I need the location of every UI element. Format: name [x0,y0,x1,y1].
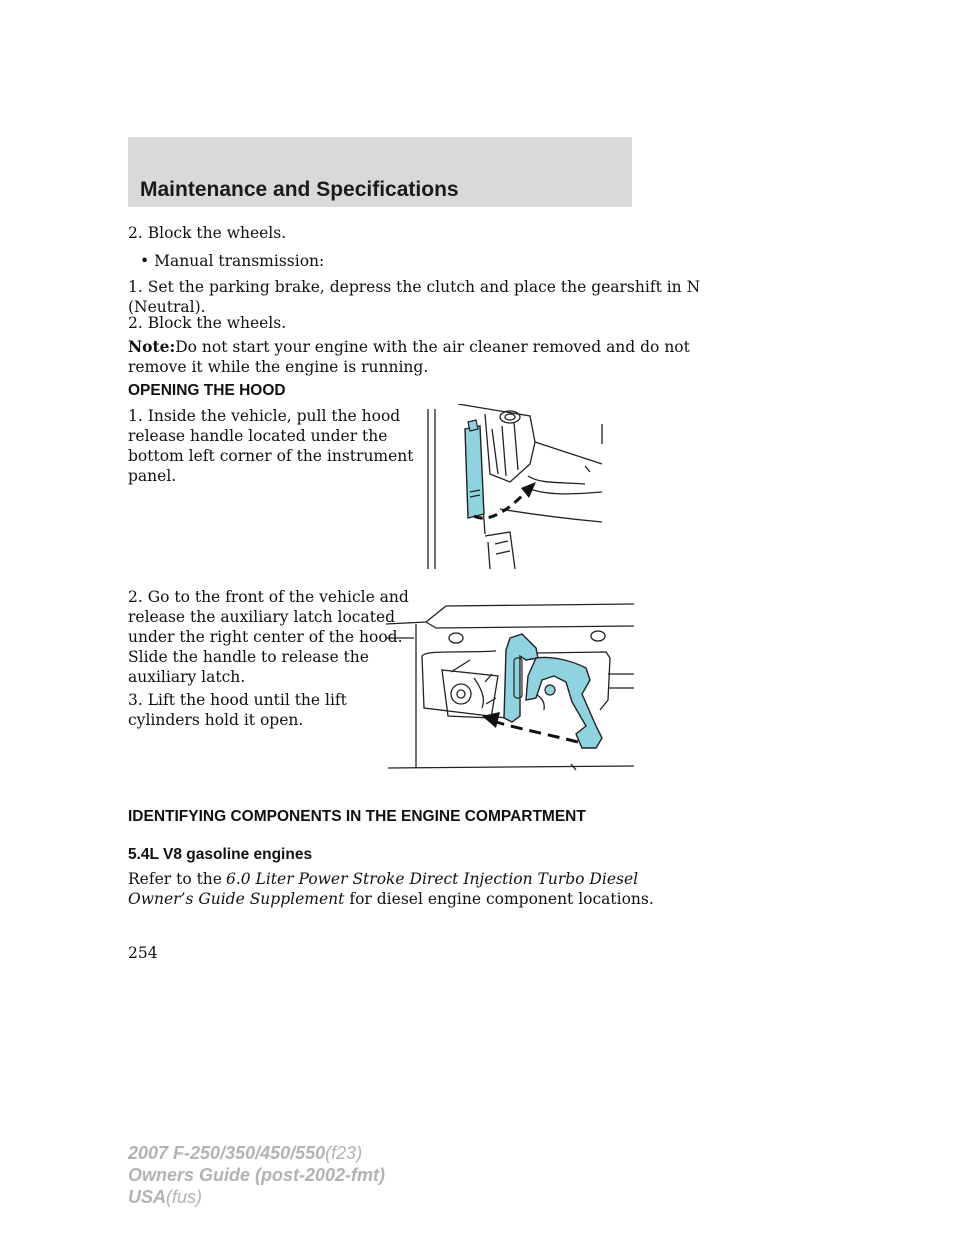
bullet-text: Manual transmission: [154,252,325,270]
step1-line: panel. [128,467,177,485]
subheading-gasoline-engines: 5.4L V8 gasoline engines [128,846,313,863]
step-parking-brake-line1: 1. Set the parking brake, depress the clutch and place the gearshift in N [128,278,701,296]
refer-paragraph [128,869,654,909]
auxiliary-latch-illustration [386,598,634,773]
note-line1: Do not start your engine with the air cleaner removed and do not [175,338,690,356]
step2-line: release the auxiliary latch located [128,608,396,626]
step-lift-hood [128,690,347,730]
note-paragraph [128,337,690,377]
step-parking-brake [128,277,700,317]
step2-line: Slide the handle to release the [128,648,369,666]
step3-line: cylinders hold it open. [128,711,304,729]
step2-line: 2. Go to the front of the vehicle and [128,588,409,606]
footer-model: 2007 F-250/350/450/550 [128,1143,326,1163]
footer-block [128,1142,385,1208]
footer-code: (f23) [325,1143,363,1163]
step2-line: auxiliary latch. [128,668,246,686]
refer-suffix: for diesel engine component locations. [349,890,654,908]
refer-prefix: Refer to the [128,870,222,888]
heading-opening-hood: OPENING THE HOOD [128,382,286,399]
step3-line: 3. Lift the hood until the lift [128,691,347,709]
step-auxiliary-latch [128,587,409,687]
step-block-wheels-auto: 2. Block the wheels. [128,224,287,242]
page-number: 254 [128,944,158,962]
step1-line: release handle located under the [128,427,388,445]
hood-release-illustration [410,404,610,569]
note-label: Note: [128,337,176,356]
step1-line: bottom left corner of the instrument [128,447,414,465]
footer-region-code: (fus) [166,1187,203,1207]
refer-title-line1: 6.0 Liter Power Stroke Direct Injection Turbo Diesel [225,870,639,888]
bullet-glyph: • [140,252,150,270]
page-title: Maintenance and Specifications [140,178,459,201]
footer-region: USA [128,1187,167,1207]
refer-title-line2: Owner’s Guide Supplement [128,890,345,908]
note-line2: remove it while the engine is running. [128,358,429,376]
step-parking-brake-line2: (Neutral). [128,298,206,316]
bullet-item [140,251,324,271]
step-pull-release [128,406,414,486]
heading-identifying-components: IDENTIFYING COMPONENTS IN THE ENGINE COMPARTMENT [128,808,586,825]
step2-line: under the right center of the hood. [128,628,403,646]
step1-line: 1. Inside the vehicle, pull the hood [128,407,401,425]
step-block-wheels-manual: 2. Block the wheels. [128,314,287,332]
footer-guide: Owners Guide (post-2002-fmt) [128,1165,386,1185]
